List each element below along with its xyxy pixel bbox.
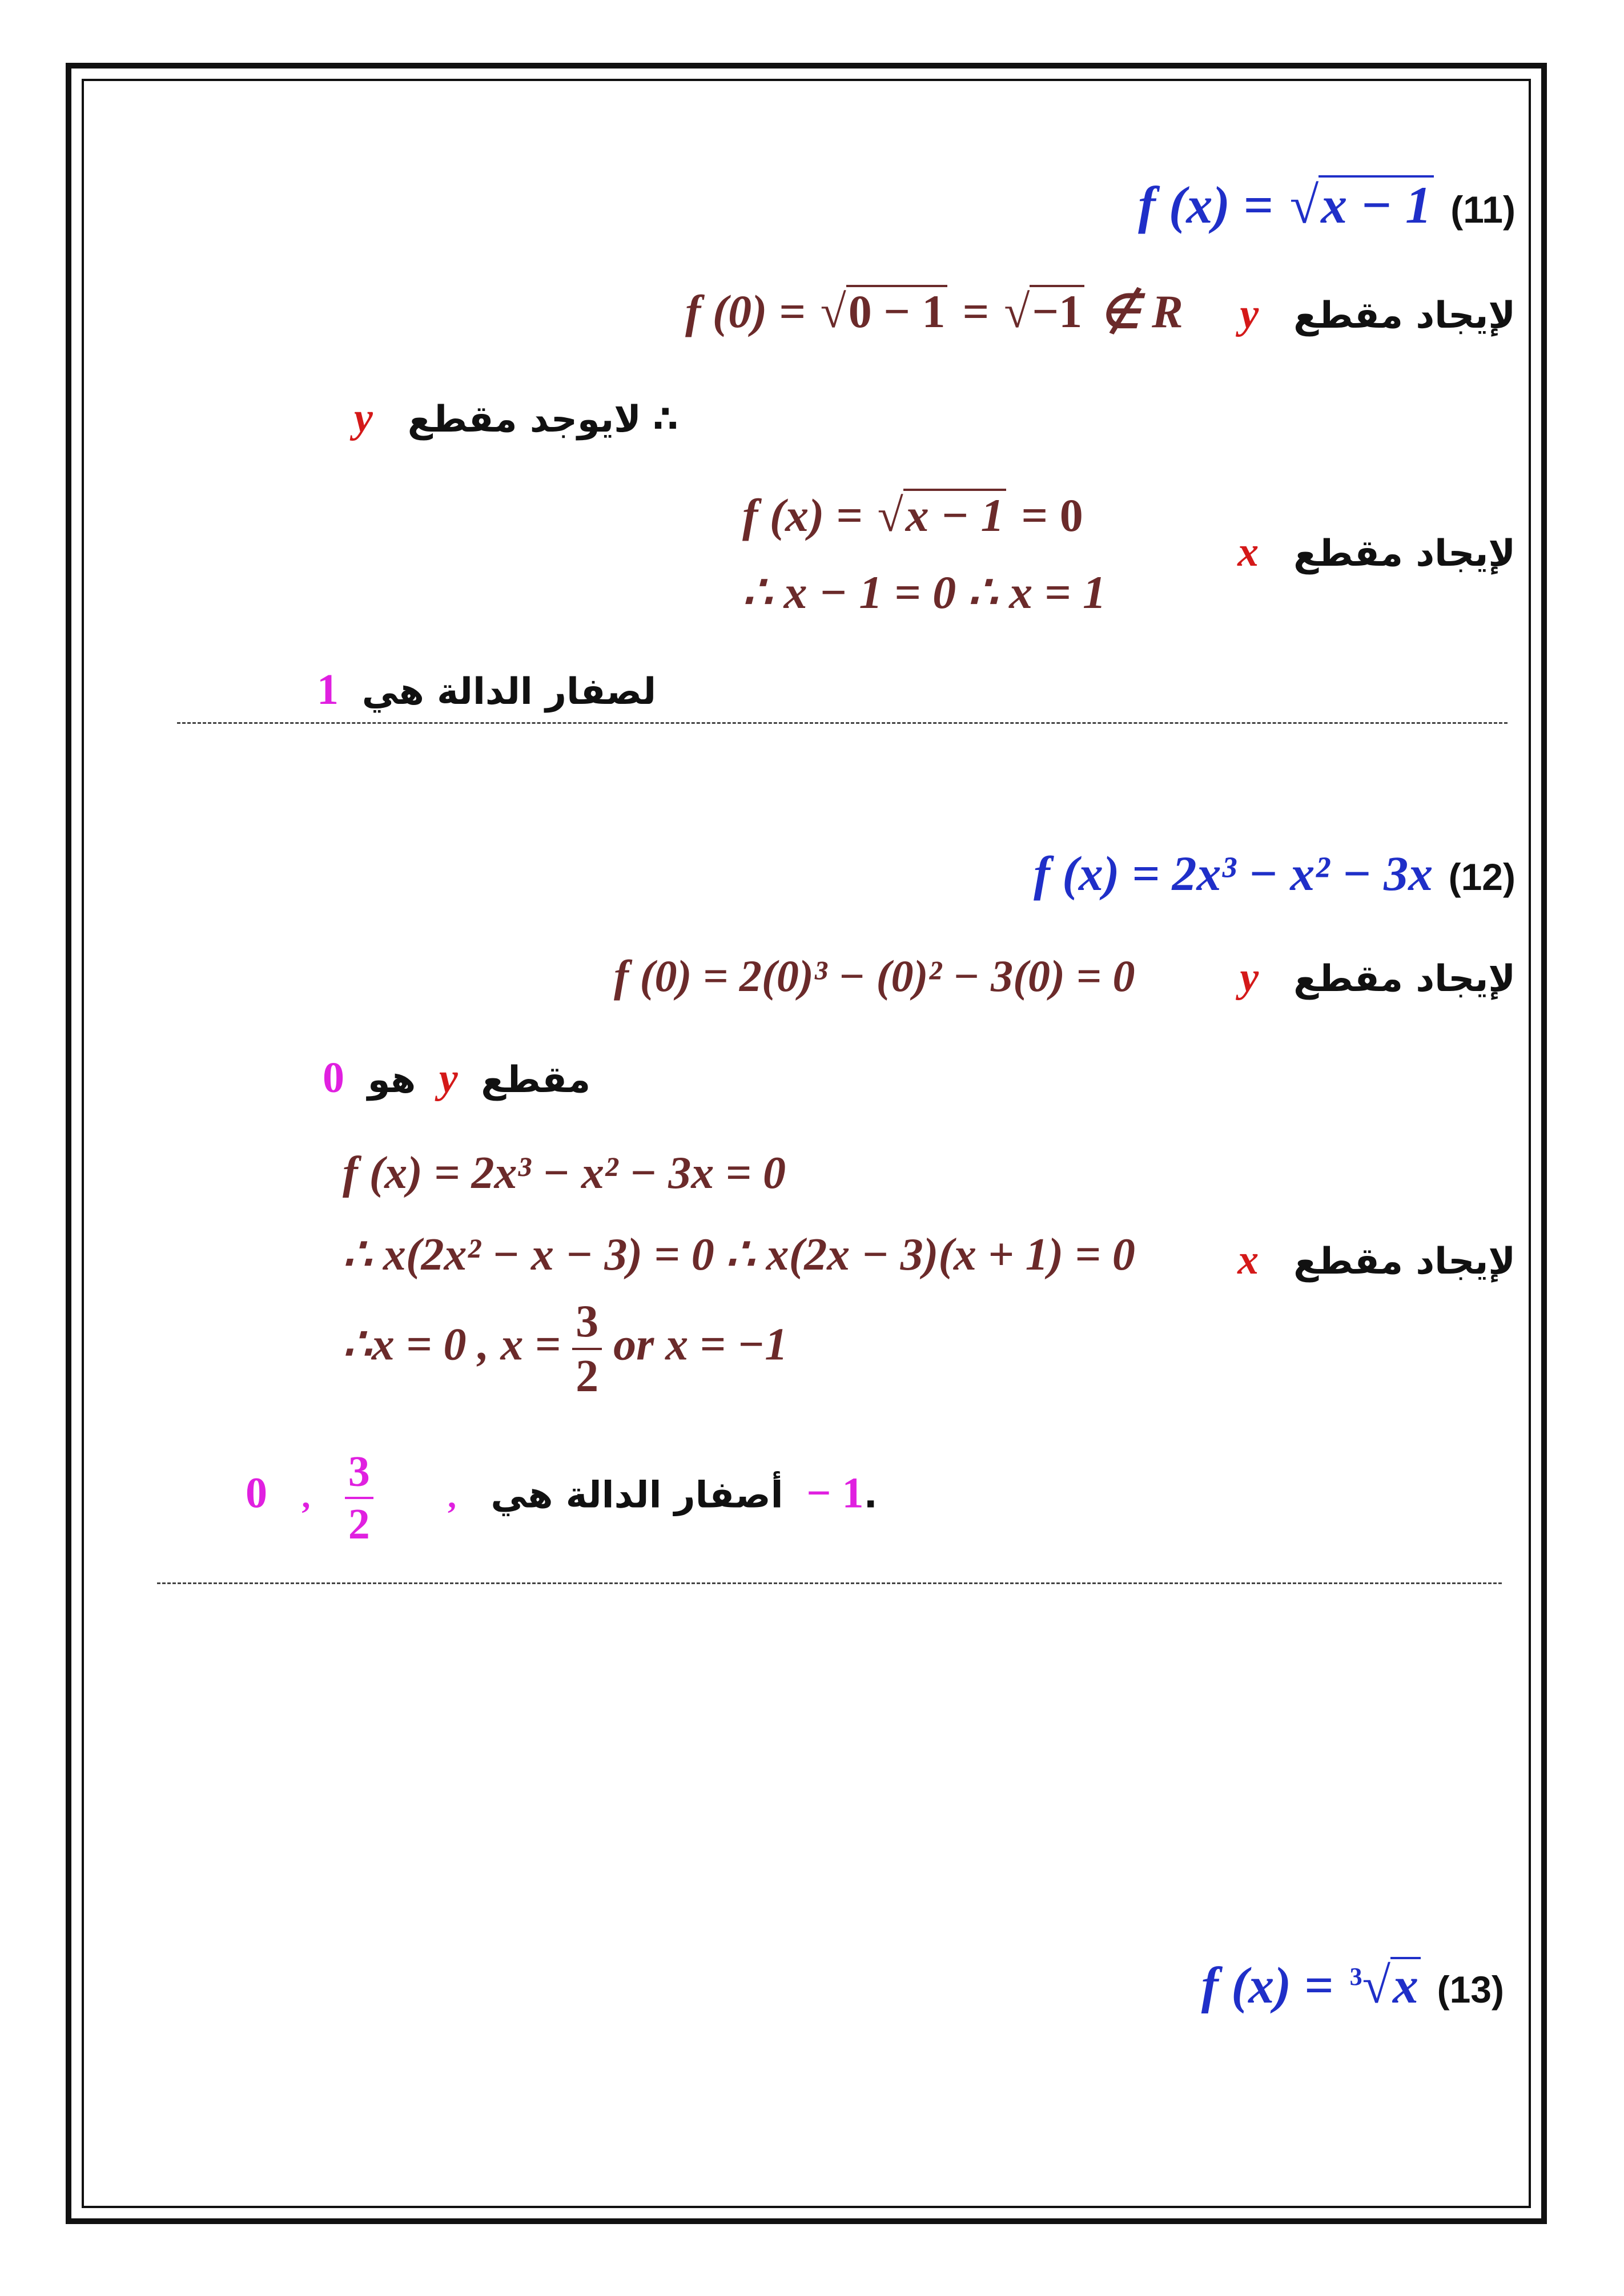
label-text: لإيجاد مقطع [1293,295,1516,337]
page-border-inner [82,79,1531,2208]
therefore-symbol: ∴ [653,398,678,441]
problem-number: (12) [1448,856,1516,898]
var-y: y [1240,291,1259,337]
zeros-text: أصفار الدالة هي. [491,1474,878,1517]
problem-12-heading [1034,845,1516,902]
equals: = [962,285,990,337]
cube-root: $^3$√x [1350,1957,1421,2014]
var-y: y [439,1055,458,1102]
radicand: x − 1 [1319,175,1434,233]
x-intercept-label: x لإيجاد مقطع [1237,1236,1516,1283]
result-value: 0 [323,1054,344,1102]
y-intercept-label: y لإيجاد مقطع [1240,954,1516,1001]
separator [157,1582,1502,1584]
var-x: x [1237,1236,1259,1283]
y-intercept-calc: f (0) = 2(0)³ − (0)² − 3(0) = 0 [614,951,1135,1001]
zeros-text: لصفار الدالة هي [361,671,657,713]
zeros-value-neg1: 1 − [806,1469,864,1517]
x-intercept-line1: f (x) = √x − 1 = 0 [742,489,1083,541]
function-lhs: f (x) = [1201,1957,1333,2014]
x-intercept-line1: f (x) = 2x³ − x² − 3x = 0 [343,1148,786,1198]
problem-number: (13) [1437,1968,1504,2011]
not-in-r: ∉ R [1099,285,1183,337]
conclusion-text: لايوجد مقطع [407,398,641,441]
calc-lhs: f (0) = [685,285,806,337]
problem-13-heading [1201,1955,1504,2015]
y-intercept-calc [685,284,1183,339]
problem-11-heading [1138,174,1516,235]
sqrt-b: √−1 [1004,285,1084,337]
y-intercept-result: 0 هو y مقطع [323,1054,591,1102]
sqrt-x: √x − 1 [878,489,1007,541]
sqrt-sign: √x − 1 [1290,176,1434,234]
function: f (x) = 2x³ − x² − 3x [1034,846,1433,901]
separator [177,722,1508,724]
var-y: y [1240,954,1259,1001]
sqrt-a: √0 − 1 [821,285,948,337]
function-lhs: f (x) = [1138,176,1273,234]
var-x: x [1237,529,1259,575]
y-conclusion [354,394,678,442]
x-intercept-label: x لإيجاد مقطع [1237,529,1516,575]
zeros-value-0: 0 [246,1469,267,1517]
zeros-value-frac: $\frac{3}{2}$ [345,1450,373,1546]
y-intercept-label [1240,290,1516,339]
x-intercept-line2: ∴ x − 1 = 0 ∴ x = 1 [742,566,1106,618]
fraction: $\frac{3}{2}$ [572,1299,602,1399]
problem-number: (11) [1450,188,1516,231]
x-intercept-line3: ∴x = 0 , x = $\frac{3}{2}$ or x = −1 [343,1296,788,1401]
x-intercept-line2: ∴ x(2x² − x − 3) = 0 ∴ x(2x − 3)(x + 1) = 0 [343,1230,1135,1280]
zeros-line: 0 , $\frac{3}{2}$ , 1 − أصفار الدالة هي. [246,1448,878,1548]
zeros-line [317,665,656,715]
zeros-value: 1 [317,666,339,714]
var-y: y [354,394,373,441]
